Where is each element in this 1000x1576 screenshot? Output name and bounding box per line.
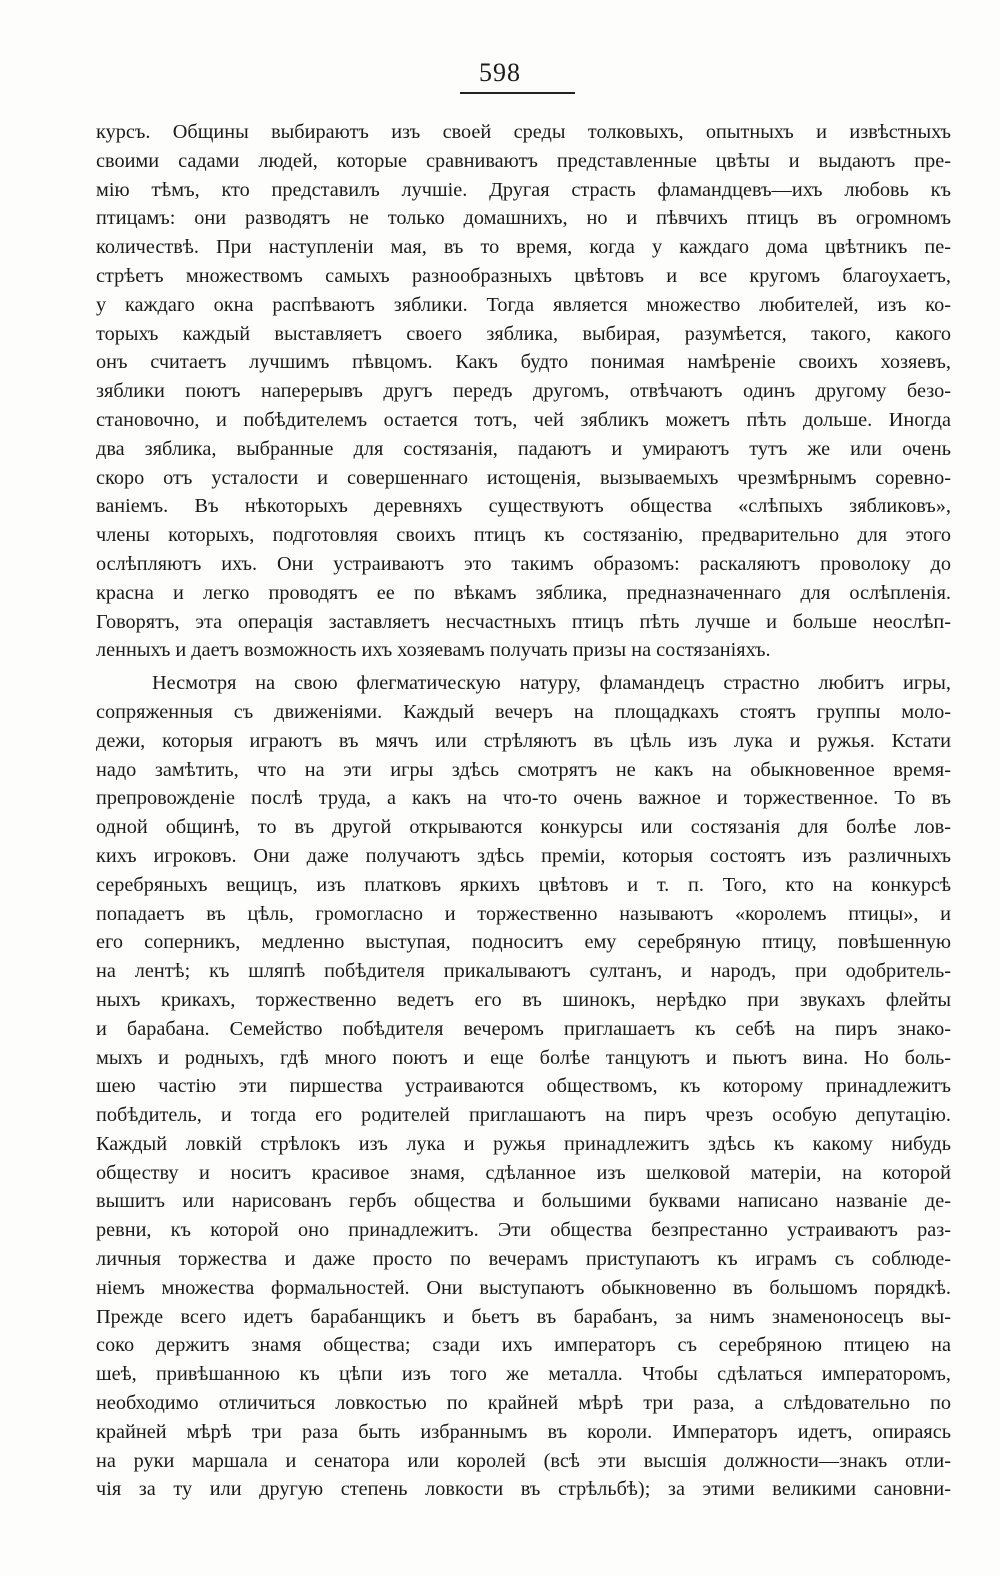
text-line: зяблики поютъ наперерывъ другъ передъ другомъ, отвѣчаютъ одинъ другому безо- xyxy=(96,380,951,403)
text-line: ленныхъ и даетъ возможность ихъ хозяевамъ получать призы на состязаніяхъ. xyxy=(96,639,771,662)
text-line: и барабана. Семейство побѣдителя вечеромъ приглашаетъ къ себѣ на пиръ знако- xyxy=(96,1017,951,1040)
text-line: Прежде всего идетъ барабанщикъ и бьетъ въ барабанъ, за нимъ знаменоносецъ вы- xyxy=(96,1305,951,1328)
text-line: шеѣ, привѣшанною къ цѣпи изъ того же металла. Чтобы сдѣлаться императоромъ, xyxy=(96,1363,951,1386)
text-line: стрѣетъ множествомъ самыхъ разнообразныхъ цвѣтовъ и все кругомъ благоухаетъ, xyxy=(96,264,951,287)
text-line: члены которыхъ, подготовляя своихъ птицъ къ состязанію, предварительно для этого xyxy=(96,524,951,547)
text-line: Говорятъ, эта операція заставляетъ несчастныхъ птицъ пѣть лучше и больше неослѣп- xyxy=(96,610,951,633)
text-line: количествѣ. При наступленіи мая, въ то время, когда у каждаго дома цвѣтникъ пе- xyxy=(96,236,951,259)
paragraph-1 xyxy=(96,118,951,665)
text-line: становочно, и побѣдителемъ остается тотъ, чей зябликъ можетъ пѣть дольше. Иногда xyxy=(96,408,951,431)
text-line: препровожденіе послѣ труда, а какъ на что-то очень важное и торжественное. То въ xyxy=(96,787,951,810)
body-text xyxy=(96,118,951,1504)
text-line: его соперникъ, медленно выступая, подноситъ ему серебряную птицу, повѣшенную xyxy=(96,931,951,954)
text-line: вышитъ или нарисованъ гербъ общества и большими буквами написано названіе де- xyxy=(96,1190,951,1213)
text-line: попадаетъ въ цѣль, громогласно и торжественно называютъ «королемъ птицы», и xyxy=(96,902,951,925)
text-line: кихъ игроковъ. Они даже получаютъ здѣсь преміи, которыя состоятъ изъ различныхъ xyxy=(96,844,951,867)
text-line: ваніемъ. Въ нѣкоторыхъ деревняхъ существуютъ общества «слѣпыхъ зябликовъ», xyxy=(96,495,951,518)
text-line: у каждаго окна распѣваютъ зяблики. Тогда является множество любителей, изъ ко- xyxy=(96,293,951,316)
text-line: обществу и носитъ красивое знамя, сдѣланное изъ шелковой матеріи, на которой xyxy=(96,1161,951,1184)
text-line: сопряженныя съ движеніями. Каждый вечеръ на площадкахъ стоятъ группы моло- xyxy=(96,700,951,723)
text-line: ослѣпляютъ ихъ. Они устраиваютъ это такимъ образомъ: раскаляютъ проволоку до xyxy=(96,552,951,575)
text-line: Каждый ловкій стрѣлокъ изъ лука и ружья принадлежитъ здѣсь къ какому нибудь xyxy=(96,1132,951,1155)
text-line: ревни, къ которой оно принадлежитъ. Эти общества безпрестанно устраиваютъ раз- xyxy=(96,1219,951,1242)
text-line: крайней мѣрѣ три раза быть избраннымъ въ короли. Императоръ идетъ, опираясь xyxy=(96,1420,951,1443)
text-line: птицамъ: они разводятъ не только домашнихъ, но и пѣвчихъ птицъ въ огромномъ xyxy=(96,207,951,230)
text-line: мію тѣмъ, кто представилъ лучшіе. Другая страсть фламандцевъ—ихъ любовь къ xyxy=(96,178,951,201)
text-line: одной общинѣ, то въ другой открываются конкурсы или состязанія для болѣе лов- xyxy=(96,816,951,839)
text-line: соко держитъ знамя общества; сзади ихъ императоръ съ серебряною птицею на xyxy=(96,1334,951,1357)
text-line: серебряныхъ вещицъ, изъ платковъ яркихъ цвѣтовъ и т. п. Того, кто на конкурсѣ xyxy=(96,873,951,896)
text-line: побѣдитель, и тогда его родителей приглашаютъ на пиръ чрезъ особую депутацію. xyxy=(96,1104,951,1127)
page-number-rule xyxy=(460,92,575,94)
text-line: торыхъ каждый выставляетъ своего зяблика, выбирая, разумѣется, такого, какого xyxy=(96,322,951,345)
text-line: дежи, которыя играютъ въ мячъ или стрѣляютъ въ цѣль изъ лука и ружья. Кстати xyxy=(96,729,951,752)
text-line: надо замѣтить, что на эти игры здѣсь смотрятъ не какъ на обыкновенное время- xyxy=(96,758,951,781)
text-line: курсъ. Общины выбираютъ изъ своей среды толковыхъ, опытныхъ и извѣстныхъ xyxy=(96,121,951,143)
page-number: 598 xyxy=(479,58,521,87)
paragraph-2 xyxy=(96,669,951,1504)
text-line: на руки маршала и сенатора или королей (всѣ эти высшія должности—знакъ отли- xyxy=(96,1449,951,1472)
text-line: скоро отъ усталости и совершеннаго истощенія, вызываемыхъ чрезмѣрнымъ соревно- xyxy=(96,466,951,489)
text-line: чія за ту или другую степень ловкости въ стрѣльбѣ); за этими великими сановни- xyxy=(96,1478,951,1501)
text-line: личныя торжества и даже просто по вечерамъ приступаютъ къ играмъ съ соблюде- xyxy=(96,1248,951,1271)
text-line: два зяблика, выбранные для состязанія, падаютъ и умираютъ тутъ же или очень xyxy=(96,437,951,460)
text-line: своими садами людей, которые сравниваютъ представленные цвѣты и выдаютъ пре- xyxy=(96,149,951,172)
text-line: ніемъ множества формальностей. Они выступаютъ обыкновенно въ большомъ порядкѣ. xyxy=(96,1276,951,1299)
text-line: Несмотря на свою флегматическую натуру, фламандецъ страстно любитъ игры, xyxy=(152,672,951,695)
text-line: онъ считаетъ лучшимъ пѣвцомъ. Какъ будто понимая намѣреніе своихъ хозяевъ, xyxy=(96,351,951,374)
text-line: ныхъ крикахъ, торжественно ведетъ его въ шинокъ, нерѣдко при звукахъ флейты xyxy=(96,988,951,1011)
text-line: необходимо отличиться ловкостью по крайней мѣрѣ три раза, а слѣдовательно по xyxy=(96,1392,951,1415)
text-line: шею частію эти пиршества устраиваются обществомъ, къ которому принадлежитъ xyxy=(96,1075,951,1098)
text-line: на лентѣ; къ шляпѣ побѣдителя прикалываютъ султанъ, и народъ, при одобритель- xyxy=(96,960,951,983)
text-line: мыхъ и родныхъ, гдѣ много поютъ и еще болѣе танцуютъ и пьютъ вина. Но боль- xyxy=(96,1046,951,1069)
text-line: красна и легко проводятъ ее по вѣкамъ зяблика, предназначеннаго для ослѣпленія. xyxy=(96,581,951,604)
